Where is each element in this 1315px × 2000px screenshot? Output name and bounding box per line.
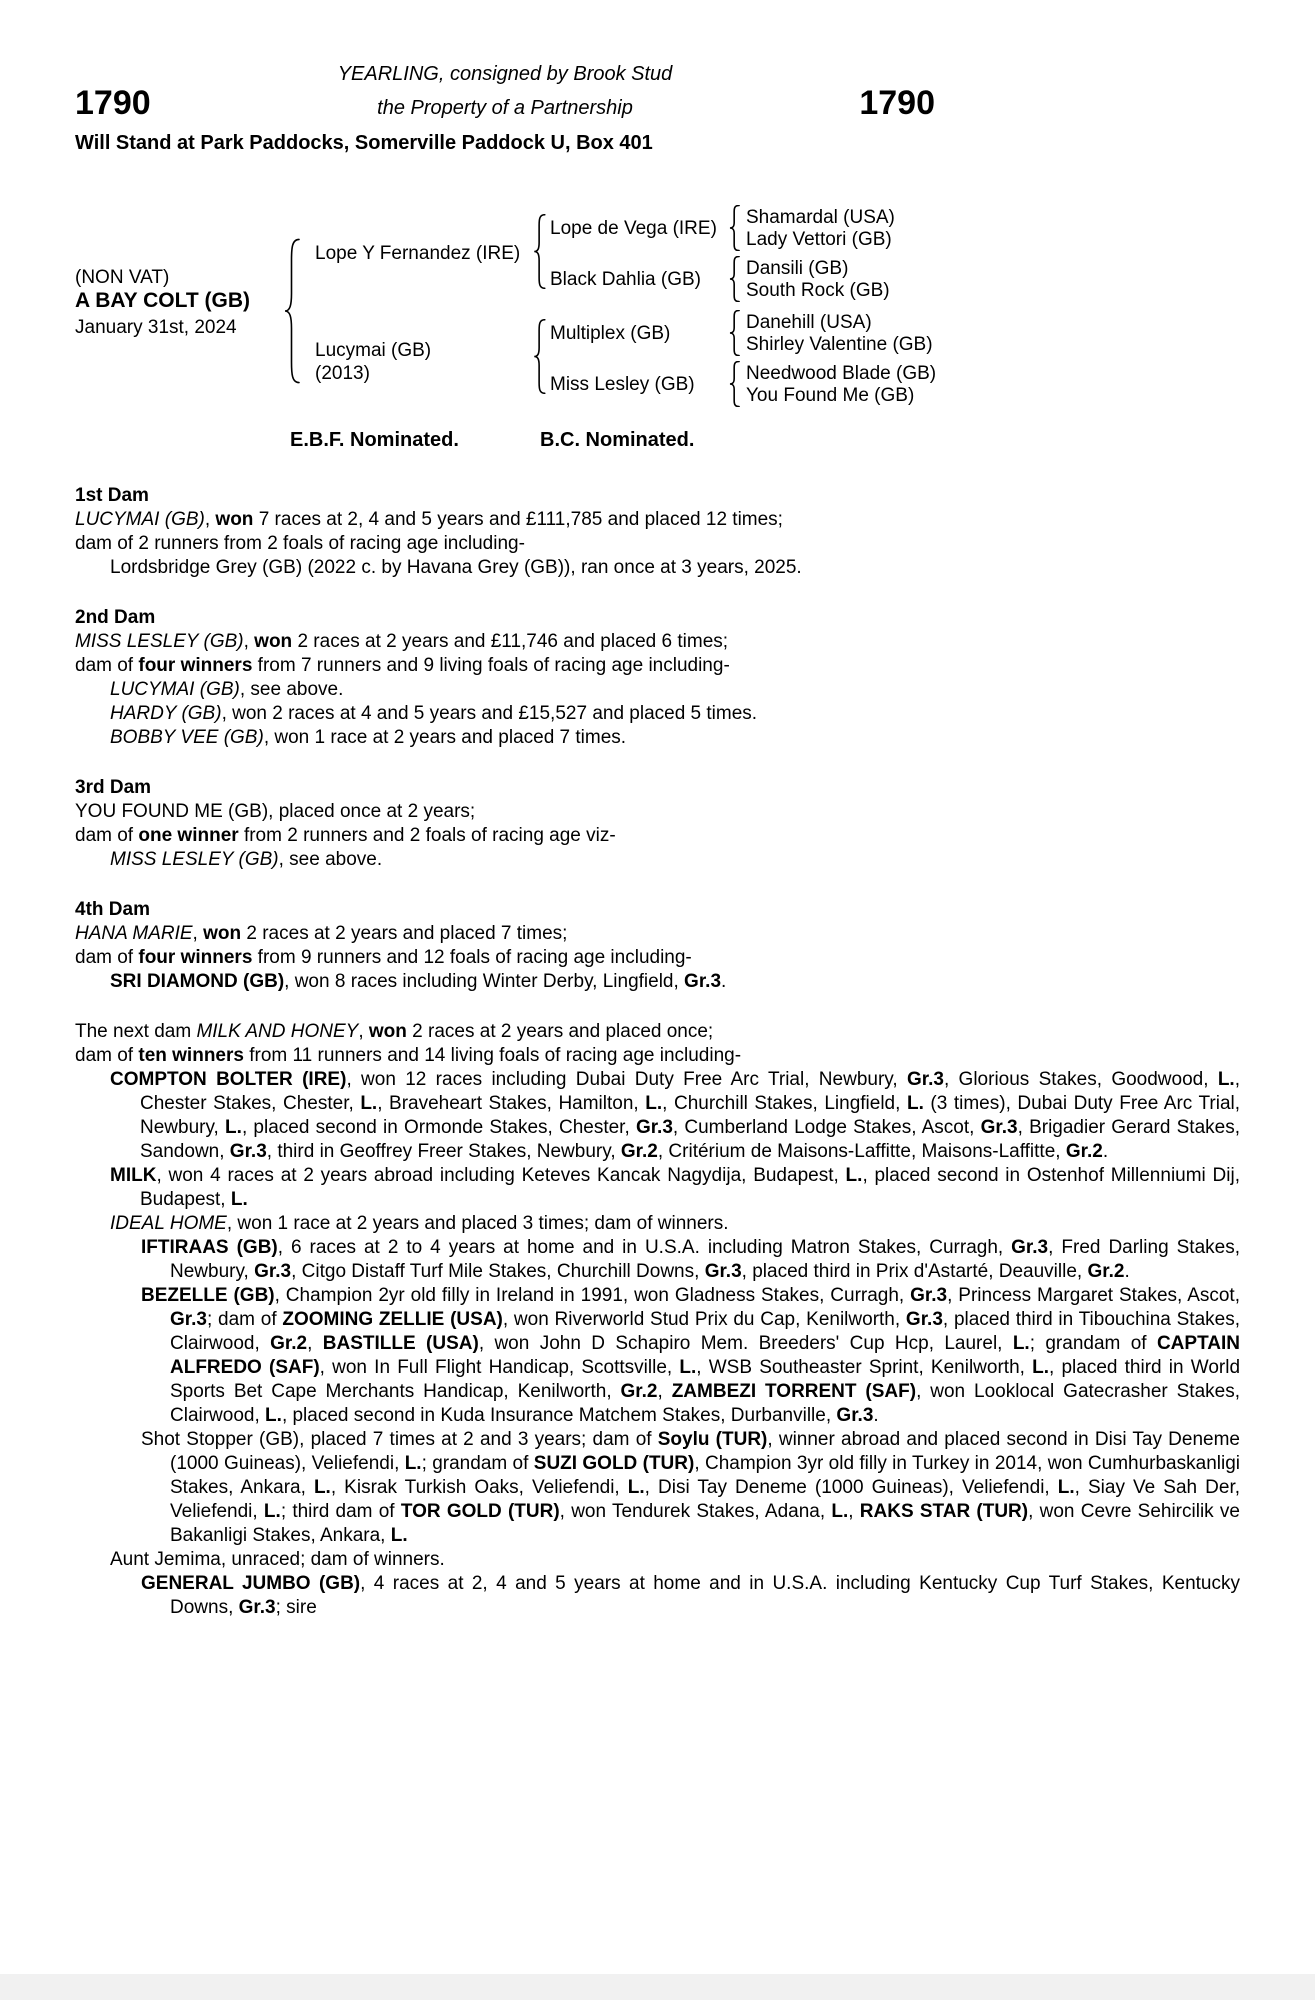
- dam-dam-sire-name: Needwood Blade (GB): [746, 363, 937, 384]
- dam-sire-sire-name: Danehill (USA): [746, 312, 872, 333]
- non-vat-label: (NON VAT): [75, 267, 170, 288]
- pedigree-details: [75, 484, 1240, 1620]
- ebf-nominated-note: E.B.F. Nominated.: [290, 429, 459, 451]
- pedigree-paragraph: Lordsbridge Grey (GB) (2022 c. by Havana Grey (GB)), ran once at 3 years, 2025.: [110, 557, 802, 578]
- section-heading: 2nd Dam: [75, 607, 156, 628]
- second-dam: [75, 606, 1240, 750]
- dam-dam-dam-name: You Found Me (GB): [746, 385, 915, 406]
- pedigree-brace: [532, 319, 547, 394]
- pedigree-paragraph: HARDY (GB), won 2 races at 4 and 5 years and £15,527 and placed 5 times.: [110, 703, 758, 724]
- page-bottom-edge: [0, 1974, 1315, 2000]
- pedigree-paragraph: IFTIRAAS (GB), 6 races at 2 to 4 years at home and in U.S.A. including Matron Stakes, Curragh, Gr.3, Fred Darling Stakes, Newbury, Gr.3, Citgo Distaff Turf Mile Stakes, Churchill Downs, Gr.3, placed third in Prix d'Astarté, Deauville, Gr.2.: [141, 1237, 1240, 1282]
- dam-year: (2013): [315, 363, 370, 384]
- pedigree-paragraph: dam of one winner from 2 runners and 2 foals of racing age viz-: [75, 825, 616, 846]
- stand-line: Will Stand at Park Paddocks, Somerville Paddock U, Box 401: [75, 132, 653, 154]
- third-dam: [75, 776, 1240, 872]
- lot-number-right: [75, 86, 935, 120]
- pedigree-paragraph: MISS LESLEY (GB), won 2 races at 2 years and £11,746 and placed 6 times;: [75, 631, 729, 652]
- pedigree-paragraph: Shot Stopper (GB), placed 7 times at 2 and 3 years; dam of Soylu (TUR), winner abroad and placed second in Disi Tay Deneme (1000 Guineas), Veliefendi, L.; grandam of SUZI GOLD (TUR), Champion 3yr old filly in Turkey in 2014, won Cumhurbaskanligi Stakes, Ankara, L., Kisrak Turkish Oaks, Veliefendi, L., Disi Tay Deneme (1000 Guineas), Veliefendi, L., Siay Ve Sah Der, Veliefendi, L.; third dam of TOR GOLD (TUR), won Tendurek Stakes, Adana, L., RAKS STAR (TUR), won Cevre Sehircilik ve Bakanligi Stakes, Ankara, L.: [141, 1429, 1241, 1546]
- dam-dam-name: Miss Lesley (GB): [550, 374, 695, 395]
- pedigree-brace: [728, 205, 741, 251]
- pedigree-paragraph: dam of 2 runners from 2 foals of racing age including-: [75, 533, 525, 554]
- pedigree-paragraph: COMPTON BOLTER (IRE), won 12 races including Dubai Duty Free Arc Trial, Newbury, Gr.3, Glorious Stakes, Goodwood, L., Chester Stakes, Chester, L., Braveheart Stakes, Hamilton, L., Churchill Stakes, Lingfield, L. (3 times), Dubai Duty Free Arc Trial, Newbury, L., placed second in Ormonde Stakes, Chester, Gr.3, Cumberland Lodge Stakes, Ascot, Gr.3, Brigadier Gerard Stakes, Sandown, Gr.3, third in Geoffrey Freer Stakes, Newbury, Gr.2, Critérium de Maisons-Laffitte, Maisons-Laffitte, Gr.2.: [110, 1069, 1241, 1162]
- pedigree-paragraph: Aunt Jemima, unraced; dam of winners.: [110, 1549, 445, 1570]
- fourth-dam: [75, 898, 1240, 994]
- pedigree-paragraph: LUCYMAI (GB), see above.: [110, 679, 344, 700]
- sire-sire-dam-name: Lady Vettori (GB): [746, 229, 892, 250]
- pedigree-brace: [728, 256, 741, 302]
- pedigree-brace: [728, 361, 741, 407]
- pedigree-paragraph: HANA MARIE, won 2 races at 2 years and placed 7 times;: [75, 923, 568, 944]
- sire-sire-name: Lope de Vega (IRE): [550, 218, 717, 239]
- section-heading: 3rd Dam: [75, 777, 152, 798]
- sire-sire-sire-name: Shamardal (USA): [746, 207, 895, 228]
- first-dam: [75, 484, 1240, 580]
- sire-name: Lope Y Fernandez (IRE): [315, 243, 521, 264]
- bc-nominated-note: B.C. Nominated.: [540, 429, 695, 451]
- pedigree-paragraph: LUCYMAI (GB), won 7 races at 2, 4 and 5 years and £111,785 and placed 12 times;: [75, 509, 783, 530]
- sire-dam-name: Black Dahlia (GB): [550, 269, 701, 290]
- pedigree-paragraph: dam of four winners from 7 runners and 9 living foals of racing age including-: [75, 655, 730, 676]
- foal-date: January 31st, 2024: [75, 317, 237, 338]
- pedigree-paragraph: SRI DIAMOND (GB), won 8 races including Winter Derby, Lingfield, Gr.3.: [110, 971, 727, 992]
- pedigree-brace: [282, 238, 302, 384]
- pedigree-brace: [532, 214, 547, 289]
- sire-dam-sire-name: Dansili (GB): [746, 258, 849, 279]
- dam-sire-dam-name: Shirley Valentine (GB): [746, 334, 933, 355]
- further-family: [75, 1020, 1240, 1620]
- pedigree-paragraph: IDEAL HOME, won 1 race at 2 years and placed 3 times; dam of winners.: [110, 1213, 729, 1234]
- lot-number-right-value: 1790: [859, 84, 935, 122]
- pedigree-brace: [728, 310, 741, 356]
- dam-name: Lucymai (GB): [315, 340, 432, 361]
- horse-name: A BAY COLT (GB): [75, 289, 251, 312]
- lot-number-left: 1790: [75, 84, 151, 122]
- pedigree-paragraph: GENERAL JUMBO (GB), 4 races at 2, 4 and 5 years at home and in U.S.A. including Kentucky Cup Turf Stakes, Kentucky Downs, Gr.3; sire: [141, 1573, 1240, 1618]
- sire-dam-dam-name: South Rock (GB): [746, 280, 890, 301]
- pedigree-paragraph: dam of four winners from 9 runners and 12 foals of racing age including-: [75, 947, 692, 968]
- pedigree-paragraph: BOBBY VEE (GB), won 1 race at 2 years and placed 7 times.: [110, 727, 627, 748]
- section-heading: 1st Dam: [75, 485, 149, 506]
- pedigree-paragraph: BEZELLE (GB), Champion 2yr old filly in Ireland in 1991, won Gladness Stakes, Curragh, Gr.3, Princess Margaret Stakes, Ascot, Gr.3; dam of ZOOMING ZELLIE (USA), won Riverworld Stud Prix du Cap, Kenilworth, Gr.3, placed third in Tibouchina Stakes, Clairwood, Gr.2, BASTILLE (USA), won John D Schapiro Mem. Breeders' Cup Hcp, Laurel, L.; grandam of CAPTAIN ALFREDO (SAF), won In Full Flight Handicap, Scottsville, L., WSB Southeaster Sprint, Kenilworth, L., placed third in World Sports Bet Cape Merchants Handicap, Kenilworth, Gr.2, ZAMBEZI TORRENT (SAF), won Looklocal Gatecrasher Stakes, Clairwood, L., placed second in Kuda Insurance Matchem Stakes, Durbanville, Gr.3.: [141, 1285, 1241, 1426]
- pedigree-paragraph: YOU FOUND ME (GB), placed once at 2 years;: [75, 801, 476, 822]
- pedigree-paragraph: The next dam MILK AND HONEY, won 2 races at 2 years and placed once;: [75, 1021, 714, 1042]
- consigned-line: YEARLING, consigned by Brook Stud: [337, 63, 673, 85]
- pedigree-paragraph: MISS LESLEY (GB), see above.: [110, 849, 383, 870]
- dam-sire-name: Multiplex (GB): [550, 323, 671, 344]
- pedigree-paragraph: dam of ten winners from 11 runners and 14 living foals of racing age including-: [75, 1045, 742, 1066]
- pedigree-paragraph: MILK, won 4 races at 2 years abroad including Keteves Kancak Nagydija, Budapest, L., placed second in Ostenhof Millenniumi Dij, Budapest, L.: [110, 1165, 1240, 1210]
- property-line: the Property of a Partnership: [377, 97, 633, 119]
- section-heading: 4th Dam: [75, 899, 150, 920]
